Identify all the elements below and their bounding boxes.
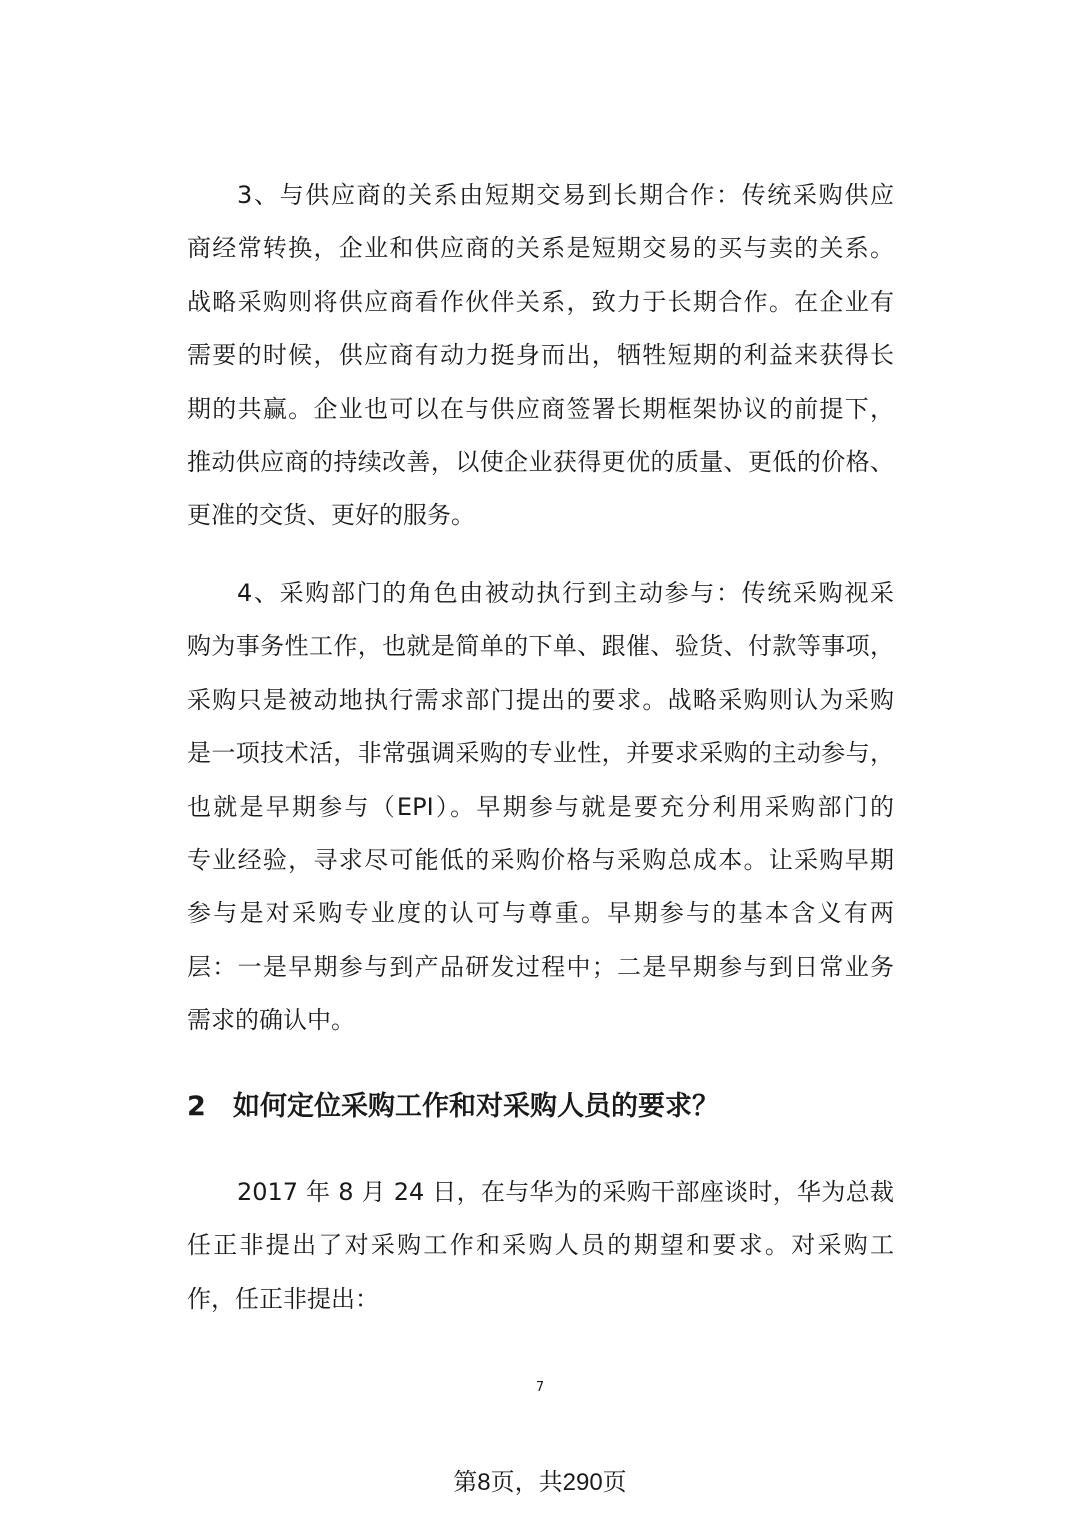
paragraph-line: 期的共赢。企业也可以在与供应商签署长期框架协议的前提下， [187,394,894,423]
paragraph-line: 商经常转换，企业和供应商的关系是短期交易的买与卖的关系。 [187,234,894,263]
paragraph-line: 采购只是被动地执行需求部门提出的要求。战略采购则认为采购 [187,685,894,714]
section-heading [187,1090,719,1124]
paragraph-line: 也就是早期参与（EPI）。早期参与就是要充分利用采购部门的 [187,792,894,821]
paragraph-line: 任正非提出了对采购工作和采购人员的期望和要求。对采购工 [187,1231,894,1260]
paragraph-line: 参与是对采购专业度的认可与尊重。早期参与的基本含义有两 [187,899,894,928]
paragraph-line: 是一项技术活，非常强调采购的专业性，并要求采购的主动参与， [187,739,894,768]
paragraph-line: 需要的时候，供应商有动力挺身而出，牺牲短期的利益来获得长 [187,341,894,370]
paragraph-line: 购为事务性工作，也就是简单的下单、跟催、验货、付款等事项， [187,632,894,661]
section-number: 2 [187,1091,206,1122]
page-footer: 第8页，共290页 [453,1469,627,1496]
page-number: 7 [535,1380,545,1395]
paragraph-line: 2017 年 8 月 24 日，在与华为的采购干部座谈时，华为总裁 [237,1178,894,1206]
paragraph-line: 更准的交货、更好的服务。 [187,501,475,530]
paragraph-line: 战略采购则将供应商看作伙伴关系，致力于长期合作。在企业有 [187,287,894,316]
paragraph-line: 专业经验，寻求尽可能低的采购价格与采购总成本。让采购早期 [187,846,894,874]
paragraph-line: 4、采购部门的角色由被动执行到主动参与：传统采购视采 [237,579,894,607]
paragraph-line: 作，任正非提出： [187,1284,379,1313]
paragraph-line: 推动供应商的持续改善，以使企业获得更优的质量、更低的价格、 [187,448,894,476]
paragraph-line: 需求的确认中。 [187,1006,355,1035]
section-title: 如何定位采购工作和对采购人员的要求？ [233,1091,719,1122]
paragraph-line: 3、与供应商的关系由短期交易到长期合作：传统采购供应 [237,181,894,209]
paragraph-line: 层：一是早期参与到产品研发过程中；二是早期参与到日常业务 [187,952,894,981]
